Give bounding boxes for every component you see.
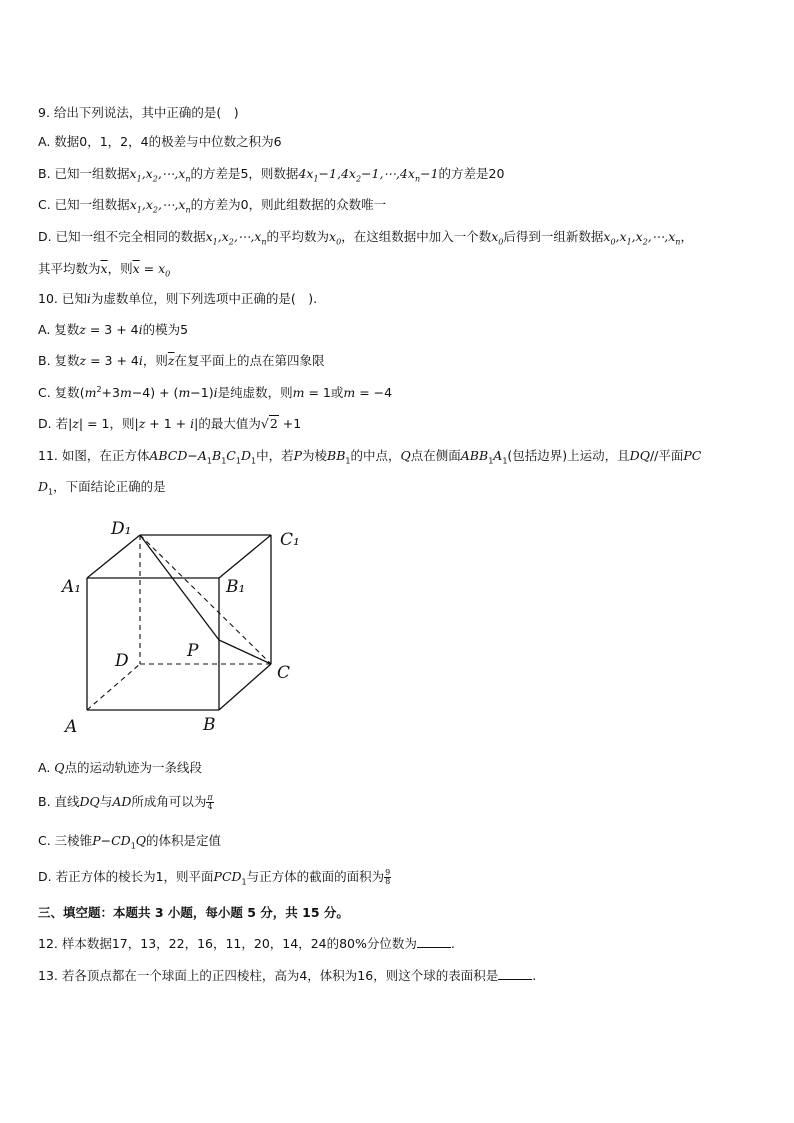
label-c1: C₁ bbox=[280, 530, 300, 550]
q11-option-d: D. 若正方体的棱长为1，则平面$PCD_1$与正方体的截面的面积为 $\frac{9}{8}$ bbox=[38, 868, 391, 887]
q13-answer-blank[interactable] bbox=[498, 967, 532, 980]
label-a1: A₁ bbox=[62, 577, 82, 597]
q9-option-d: D. 已知一组不完全相同的数据$x_1,x_2,\cdots,x_n$的平均数为$x_0$，在这组数据中加入一个数$x_0$后得到一组新数据$x_0,x_1,x_2,\cdots,x_n$， bbox=[38, 229, 693, 247]
q10-option-b: B. 复数z = 3 + 4i，则$\overline{z}$在复平面上的点在第四象限 bbox=[38, 353, 325, 368]
q11-option-c: C. 三棱锥$P-CD_1Q$的体积是定值 bbox=[38, 833, 222, 851]
q10-stem: 10. 已知i为虚数单位，则下列选项中正确的是( ). bbox=[38, 291, 318, 306]
q9-stem: 9. 给出下列说法，其中正确的是( ) bbox=[38, 105, 239, 120]
label-c: C bbox=[277, 663, 291, 683]
section-3-heading: 三、填空题：本题共 3 小题，每小题 5 分，共 15 分。 bbox=[38, 905, 349, 920]
q12-answer-blank[interactable] bbox=[417, 935, 451, 948]
q9-option-b: B. 已知一组数据$x_1,x_2,\cdots,x_n$的方差是5，则数据$4x_1-1,4x_2-1,\cdots,4x_n-1$的方差是20 bbox=[38, 166, 505, 184]
q9-option-c: C. 已知一组数据$x_1,x_2,\cdots,x_n$的方差为0，则此组数据的众数唯一 bbox=[38, 197, 387, 215]
edge-b-c bbox=[219, 664, 271, 710]
segment-d1-c-dashed bbox=[140, 535, 271, 664]
q11-option-b: B. 直线DQ与AD所成角可以为 $\frac{\pi}{4}$ bbox=[38, 793, 213, 811]
segment-d1-p bbox=[140, 535, 219, 640]
q10-option-d: D. 若|z| = 1，则|z + 1 + i|的最大值为√2 +1 bbox=[38, 416, 302, 431]
segment-p-c bbox=[219, 640, 271, 664]
label-b1: B₁ bbox=[226, 577, 246, 597]
q11-stem-cont: $D_1$，下面结论正确的是 bbox=[38, 479, 166, 497]
q10-option-c: C. 复数$(m^2+3m-4) + (m-1)i$是纯虚数，则m = 1或m = −4 bbox=[38, 384, 393, 400]
label-p: P bbox=[187, 641, 199, 661]
q11-stem: 11. 如图，在正方体$ABCD-A_1B_1C_1D_1$中，若P为棱$BB_1$的中点，Q点在侧面$ABB_1A_1$(包括边界)上运动，且DQ//平面PC bbox=[38, 448, 702, 466]
label-a: A bbox=[65, 717, 78, 737]
label-b: B bbox=[203, 715, 216, 735]
q11-option-a: A. Q点的运动轨迹为一条线段 bbox=[38, 760, 203, 775]
q13: 13. 若各顶点都在一个球面上的正四棱柱，高为4，体积为16，则这个球的表面积是 . bbox=[38, 968, 537, 983]
q9-option-a: A. 数据0，1，2，4的极差与中位数之积为6 bbox=[38, 134, 282, 149]
cube-figure bbox=[55, 510, 315, 745]
label-d1: D₁ bbox=[111, 519, 132, 539]
edge-a-d-hidden bbox=[87, 664, 140, 710]
label-d: D bbox=[115, 651, 129, 671]
q12: 12. 样本数据17，13，22，16，11，20，14，24的80%分位数为 . bbox=[38, 936, 455, 951]
q10-option-a: A. 复数z = 3 + 4i的模为5 bbox=[38, 322, 189, 337]
edge-b1-c1 bbox=[219, 535, 271, 578]
q9-option-d-cont: 其平均数为$\overline{x}$，则$\overline{x} = x_0$ bbox=[38, 261, 171, 279]
edge-a1-d1 bbox=[87, 535, 140, 578]
